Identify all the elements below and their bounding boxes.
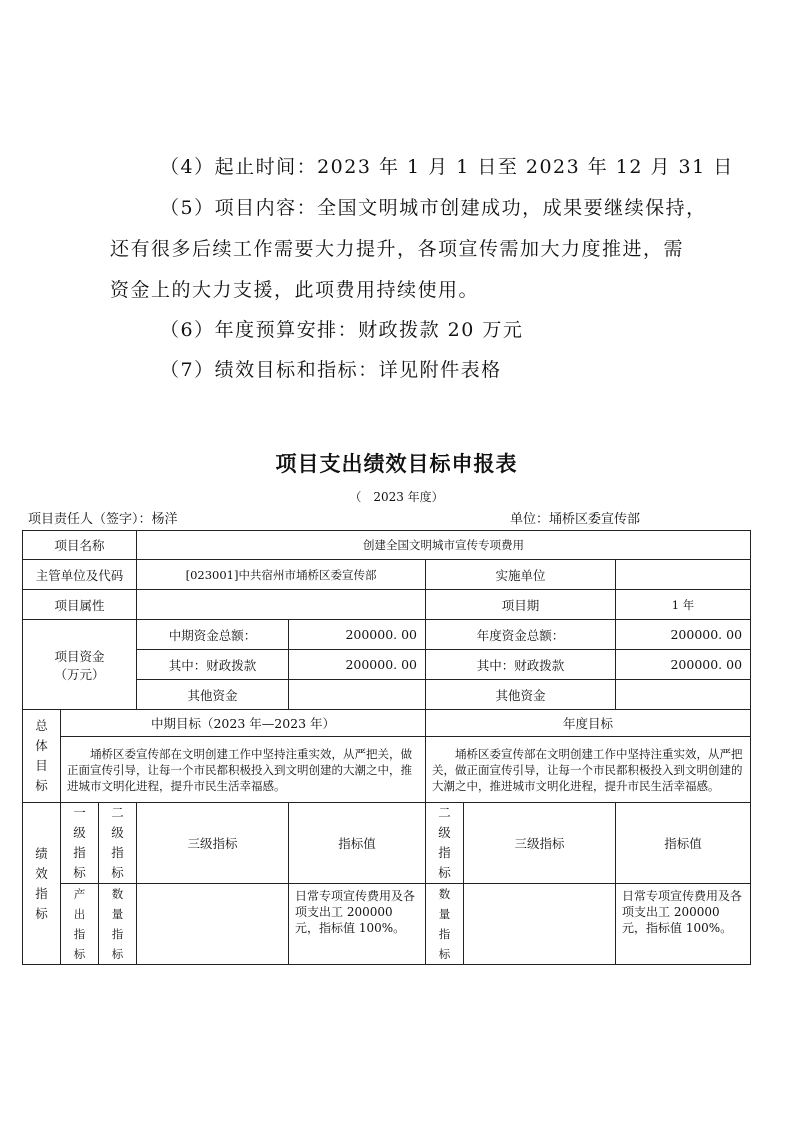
lvl2-char: 指 — [438, 845, 451, 860]
perf-char: 指 — [35, 885, 48, 901]
row-lvl2-right — [426, 884, 464, 965]
mid-fiscal-value: 200000. 00 — [289, 650, 426, 680]
dept-label: 主管单位及代码 — [23, 560, 137, 590]
impl-unit-value — [616, 560, 751, 590]
attr-label: 项目属性 — [23, 590, 137, 620]
row-lvl1-char: 标 — [73, 947, 86, 961]
lvl3-header: 三级指标 — [137, 803, 289, 884]
row-lvl2-char: 指 — [111, 927, 124, 941]
goal-char: 标 — [35, 778, 48, 793]
perf-indicator-label — [23, 803, 61, 965]
impl-unit-label: 实施单位 — [426, 560, 616, 590]
row-value-right: 日常专项宣传费用及各项支出工 200000 元，指标值 100%。 — [616, 884, 751, 965]
value-header-right: 指标值 — [616, 803, 751, 884]
lvl2-char: 级 — [111, 825, 124, 840]
dept-value: [023001]中共宿州市埇桥区委宣传部 — [137, 560, 426, 590]
overall-goal-label — [23, 710, 61, 803]
paragraph-6: （7）绩效目标和指标：详见附件表格 — [160, 359, 502, 381]
lvl2-char: 指 — [111, 845, 124, 860]
row-lvl2-char: 数 — [111, 887, 124, 901]
period-label: 项目期 — [426, 590, 616, 620]
form-title: 项目支出绩效目标申报表 — [275, 452, 518, 476]
funds-unit-text: （万元） — [54, 666, 105, 682]
row-value-left: 日常专项宣传费用及各项支出工 200000 元，指标值 100%。 — [289, 884, 426, 965]
lvl2-char: 标 — [438, 865, 451, 880]
paragraph-2: （5）项目内容：全国文明城市创建成功，成果要继续保持， — [160, 197, 707, 219]
mid-other-label: 其他资金 — [137, 680, 289, 710]
mid-total-label: 中期资金总额： — [137, 620, 289, 650]
year-other-label: 其他资金 — [426, 680, 616, 710]
goal-char: 目 — [35, 758, 48, 773]
year-goal-text: 埇桥区委宣传部在文明创建工作中坚持注重实效，从严把关，做正面宣传引导，让每一个市民都积极投入到文明创建的大潮之中，推进城市文明化进程，提升市民生活幸福感。 — [426, 737, 751, 803]
perf-char: 绩 — [35, 845, 48, 861]
value-header: 指标值 — [289, 803, 426, 884]
lvl2-header — [99, 803, 137, 884]
funds-label-text: 项目资金 — [54, 648, 105, 664]
lvl1-char: 一 — [73, 805, 86, 820]
year-total-label: 年度资金总额： — [426, 620, 616, 650]
lvl2-char: 级 — [438, 825, 451, 840]
year-total-value: 200000. 00 — [616, 620, 751, 650]
row-lvl2 — [99, 884, 137, 965]
lvl2-header-right — [426, 803, 464, 884]
lvl1-char: 标 — [73, 865, 86, 880]
year-fiscal-value: 200000. 00 — [616, 650, 751, 680]
row-lvl2-char: 量 — [111, 907, 124, 921]
row-lvl1-char: 指 — [73, 927, 86, 941]
row-lvl2-char: 指 — [438, 927, 451, 941]
row-lvl2-char: 标 — [111, 947, 124, 961]
project-name-label: 项目名称 — [23, 531, 137, 560]
lvl3-header-right: 三级指标 — [464, 803, 616, 884]
period-value: 1 年 — [616, 590, 751, 620]
paragraph-1: （4）起止时间：2023 年 1 月 1 日至 2023 年 12 月 31 日 — [160, 156, 734, 178]
row-lvl3 — [137, 884, 289, 965]
mid-goal-text: 埇桥区委宣传部在文明创建工作中坚持注重实效，从严把关，做正面宣传引导，让每一个市民都积极投入到文明创建的大潮之中，推进城市文明化进程，提升市民生活幸福感。 — [61, 737, 426, 803]
form-year: （ 2023 年度） — [349, 490, 444, 504]
row-lvl3-right — [464, 884, 616, 965]
row-lvl2-char: 标 — [438, 947, 451, 961]
funds-label — [23, 620, 137, 710]
goal-char: 体 — [35, 738, 48, 753]
lvl1-char: 指 — [73, 845, 86, 860]
row-lvl2-char: 数 — [438, 887, 451, 901]
row-lvl2-char: 量 — [438, 907, 451, 921]
performance-table — [22, 530, 751, 965]
mid-fiscal-label: 其中：财政拨款 — [137, 650, 289, 680]
year-goal-header: 年度目标 — [426, 710, 751, 737]
lvl2-char: 标 — [111, 865, 124, 880]
project-name-value: 创建全国文明城市宣传专项费用 — [137, 531, 751, 560]
lvl1-char: 级 — [73, 825, 86, 840]
year-other-value — [616, 680, 751, 710]
goal-char: 总 — [35, 718, 48, 733]
mid-goal-header: 中期目标（2023 年—2023 年） — [61, 710, 426, 737]
unit-label: 单位：埇桥区委宣传部 — [510, 512, 641, 527]
lvl2-char: 二 — [111, 805, 124, 820]
year-fiscal-label: 其中：财政拨款 — [426, 650, 616, 680]
responsible-person: 项目责任人（签字）：杨洋 — [28, 512, 178, 527]
lvl1-header — [61, 803, 99, 884]
paragraph-4: 资金上的大力支援，此项费用持续使用。 — [110, 279, 480, 301]
row-lvl1-char: 产 — [73, 887, 86, 901]
paragraph-3: 还有很多后续工作需要大力提升，各项宣传需加大力度推进，需 — [110, 238, 685, 260]
row-lvl1 — [61, 884, 99, 965]
mid-other-value — [289, 680, 426, 710]
row-lvl1-char: 出 — [73, 907, 86, 921]
perf-char: 标 — [35, 905, 48, 921]
mid-total-value: 200000. 00 — [289, 620, 426, 650]
perf-char: 效 — [35, 865, 48, 881]
paragraph-5: （6）年度预算安排：财政拨款 20 万元 — [160, 319, 524, 341]
attr-value — [137, 590, 426, 620]
lvl2-char: 二 — [438, 805, 451, 820]
